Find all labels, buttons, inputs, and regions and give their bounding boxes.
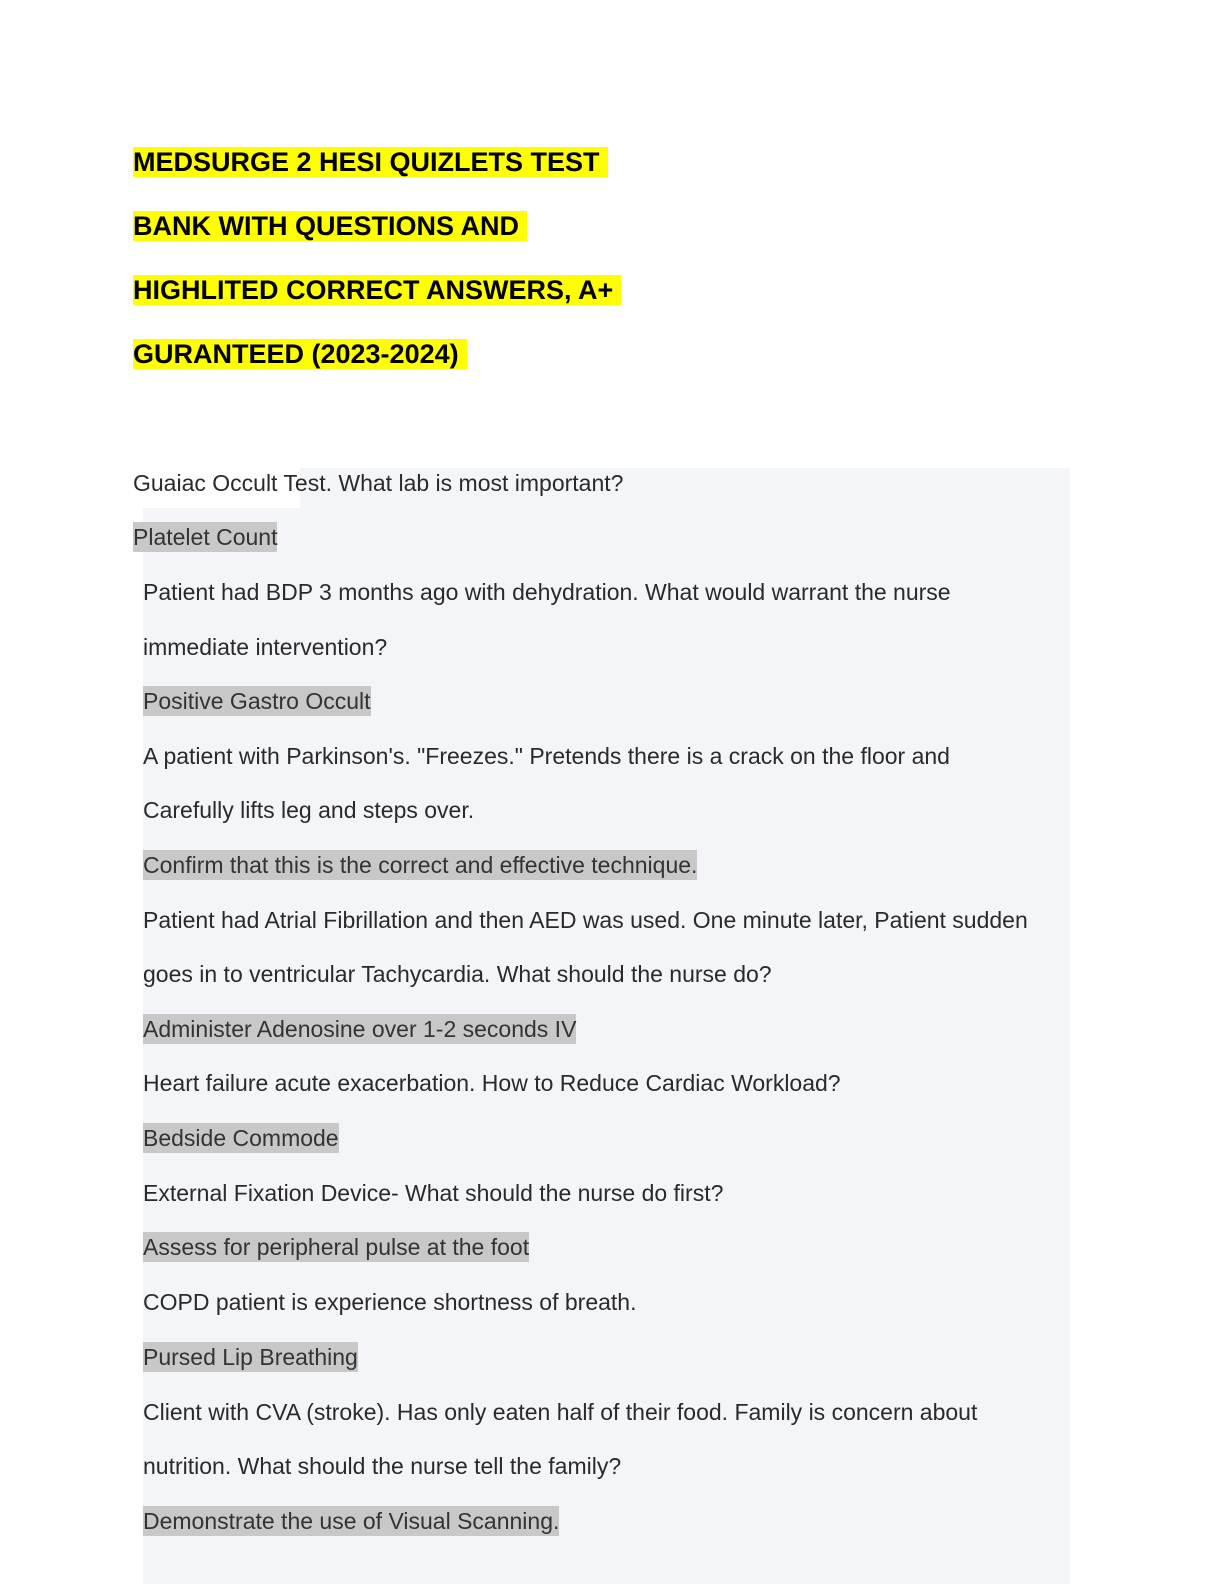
- answer-text: Assess for peripheral pulse at the foot: [143, 1234, 530, 1260]
- title-line: MEDSURGE 2 HESI QUIZLETS TEST: [133, 142, 621, 206]
- question-text: Guaiac Occult Test. What lab is most important?: [133, 470, 624, 496]
- answer-text: Bedside Commode: [143, 1125, 339, 1151]
- answer-text: Positive Gastro Occult: [143, 688, 371, 714]
- question-text: immediate intervention?: [143, 634, 388, 660]
- title-line: BANK WITH QUESTIONS AND: [133, 206, 621, 270]
- question-text: Patient had BDP 3 months ago with dehydration. What would warrant the nurse: [143, 579, 951, 605]
- answer-text: Platelet Count: [133, 524, 278, 550]
- question-text: Patient had Atrial Fibrillation and then AED was used. One minute later, Patient sudden: [143, 907, 1028, 933]
- answer-text: Demonstrate the use of Visual Scanning.: [143, 1508, 560, 1534]
- question-text: A patient with Parkinson's. "Freezes." Pretends there is a crack on the floor and: [143, 743, 950, 769]
- document-title: [133, 142, 621, 398]
- question-text: Client with CVA (stroke). Has only eaten half of their food. Family is concern about: [143, 1399, 978, 1425]
- answer-text: Pursed Lip Breathing: [143, 1344, 358, 1370]
- answer-text: Administer Adenosine over 1-2 seconds IV: [143, 1016, 577, 1042]
- question-text: Heart failure acute exacerbation. How to Reduce Cardiac Workload?: [143, 1070, 841, 1096]
- title-line: HIGHLITED CORRECT ANSWERS, A+: [133, 270, 621, 334]
- question-text: External Fixation Device- What should the nurse do first?: [143, 1180, 724, 1206]
- title-line: GURANTEED (2023-2024): [133, 334, 621, 398]
- question-text: Carefully lifts leg and steps over.: [143, 797, 475, 823]
- question-text: COPD patient is experience shortness of breath.: [143, 1289, 637, 1315]
- answer-text: Confirm that this is the correct and effective technique.: [143, 852, 698, 878]
- question-text: goes in to ventricular Tachycardia. What should the nurse do?: [143, 961, 772, 987]
- question-text: nutrition. What should the nurse tell the family?: [143, 1453, 622, 1479]
